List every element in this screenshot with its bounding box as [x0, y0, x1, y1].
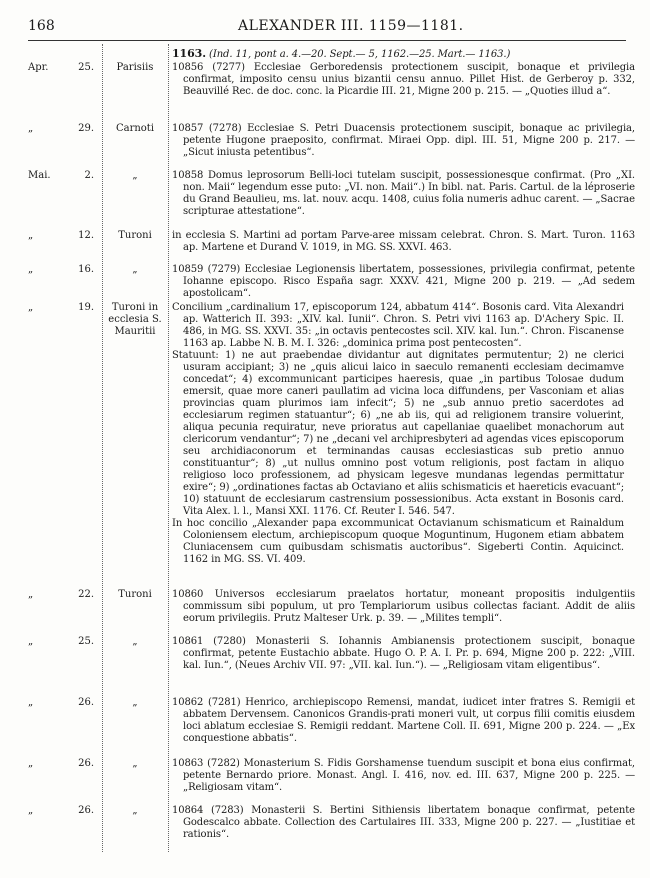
entry-day: 16.: [78, 264, 94, 275]
entry-date: [28, 697, 98, 709]
entry-place: Turoni: [118, 230, 152, 241]
entry-text: 10856 (7277) Ecclesiae Gerboredensis protectionem suscipit, bonaque et privilegia confirmat, imposito censu unius bizantii censu annuo. Pillet Hist. de Gerberoy p. 332, Beauvillé Rec. de doc. conc. la Picardie III. 21, Migne 200 p. 215. — „Quoties illud a“.: [172, 62, 635, 97]
entry-place: „: [132, 264, 138, 275]
entry-text: 10857 (7278) Ecclesiae S. Petri Duacensis protectionem suscipit, bonaque ac privilegia, petente Hugone praeposito, confirmat. Miraei Opp. dipl. III. 51, Migne 200 p. 217. — „Sicut iniusta petentibus“.: [172, 123, 635, 158]
entry-place: Parisiis: [116, 62, 154, 73]
entry-month: „: [28, 636, 34, 647]
entry-day: 26.: [78, 758, 94, 769]
column-divider-place: [168, 44, 169, 852]
council-intro: Concilium „cardinalium 17, episcoporum 124, abbatum 414“. Bosonis card. Vita Alexandri ap. Watterich II. 393: „XIV. kal. Iunii“. Chron. S. Petri vivi 1163 ap. D'Achery Spic. II. 486, in MG. SS. XXVI. 35: „in octavis pentecostes scil. XIV. kal. Iun.“. Chron. Fiscanense 1163 ap. Labbe N. B. M. I. 326: „dominica prima post pentecosten“.: [172, 302, 624, 349]
entry-month: „: [28, 230, 34, 241]
entry-day: 25.: [78, 62, 94, 73]
entry-text: 10860 Universos ecclesiarum praelatos hortatur, moneant propositis indulgentiis commissum sibi populum, ut pro Templariorum usibus collectas faciant. Addit de aliis eorum privilegiis. Prutz Malteser Urk. p. 39. — „Milites templi“.: [172, 589, 635, 624]
entry-text: 10861 (7280) Monasterii S. Iohannis Ambianensis protectionem suscipit, bonaque confirmat, petente Eustachio abbate. Hugo O. P. A. I. Pr. p. 694, Migne 200 p. 222: „VIII. kal. Iun.“, (Neues Archiv VII. 97: „VII. kal. Iun.“). — „Religiosam vitam eligentibus“.: [172, 636, 635, 671]
entry-text: 10864 (7283) Monasterii S. Bertini Sithiensis libertatem bonaque confirmat, petente Godescalco abbate. Collection des Cartulaires III. 333, Migne 200 p. 227. — „Iustitiae et rationis“.: [172, 805, 635, 840]
entry-place: „: [132, 805, 138, 816]
entry-text: 10859 (7279) Ecclesiae Legionensis libertatem, possessiones, privilegia confirmat, petente Iohanne episcopo. Risco España sagr. XXXV. 421, Migne 200 p. 219. — „Ad sedem apostolicam“.: [172, 264, 635, 299]
entry-month: „: [28, 805, 34, 816]
entry-month: Apr.: [28, 62, 49, 73]
entry-place: „: [132, 170, 138, 181]
entry-day: 19.: [78, 302, 94, 313]
entry-month: „: [28, 264, 34, 275]
entry-date: [28, 589, 98, 601]
council-excommunication: In hoc concilio „Alexander papa excommunicat Octavianum schismaticum et Rainaldum Coloniensem electum, archiepiscopum quoque Moguntinum, Hugonem etiam abbatem Cluniacensem cum quibusdam schismatis auctoribus“. Sigeberti Contin. Aquicinct. 1162 in MG. SS. VI. 409.: [172, 518, 624, 565]
entry-month: „: [28, 123, 34, 134]
year-number: 1163.: [172, 47, 206, 60]
page-number: 168: [28, 18, 55, 34]
entry-day: 22.: [78, 589, 94, 600]
entry-text: [172, 302, 624, 566]
entry-date: [28, 62, 98, 74]
entry-month: „: [28, 758, 34, 769]
entry-place: Carnoti: [115, 123, 155, 134]
entry-day: 29.: [78, 123, 94, 134]
entry-date: [28, 170, 98, 182]
entry-day: 2.: [84, 170, 94, 181]
entry-day: 12.: [78, 230, 94, 241]
entry-date: [28, 302, 98, 314]
header-rule: [28, 40, 626, 41]
entry-place: „: [132, 636, 138, 647]
entry-place: Turoni: [118, 589, 152, 600]
entry-date: [28, 636, 98, 648]
column-divider-date: [102, 44, 103, 852]
page-header: [28, 18, 622, 40]
entry-text: 10858 Domus leprosorum Belli-loci tutelam suscipit, possessionesque confirmat. (Pro „XI. non. Maii“ legendum esse puto: „VI. non. Maii“.) In bibl. nat. Paris. Cartul. de la léproserie du Grand Beaulieu, ms. lat. nouv. acqu. 1408, cuius folia numeris adhuc carent. — „Sacrae scripturae attestatione“.: [172, 170, 635, 217]
year-indiction: (Ind. 11, pont a. 4.—20. Sept.— 5, 1162.—25. Mart.— 1163.): [209, 49, 511, 60]
entry-day: 26.: [78, 697, 94, 708]
council-statutes: Statuunt: 1) ne aut praebendae dividantur aut dignitates permutentur; 2) ne clerici usuram accipiant; 3) ne „quis alicui laico in saeculo remanenti ecclesiam decimamve concedat“; 4) excommunicant participes haeresis, quae „in partibus Tolosae dudum emersit, quae more caneri paullatim ad vicina loca diffundens, per Vasconiam et alias provincias quam plurimos iam infecit“; 5) ne „sub annuo pretio sacerdotes ad ecclesiarum regimen statuantur“; 6) „ne ab iis, qui ad religionem transire voluerint, aliqua pecunia requiratur, neve prioratus aut capellaniae quaelibet monachorum aut clericorum vendantur“; 7) ne „decani vel archipresbyteri ad agendas vices episcoporum seu archidiaconorum et terminandas causas ecclesiasticas sub pretio annuo constituantur“; 8) „ut nullus omnino post votum religionis, post factam in aliquo religioso loco professionem, ad physicam legesve mundanas legendas permittatur exire“; 9) „ordinationes factas ab Octaviano et aliis schismaticis et haereticis evacuant“; 10) statuunt de ecclesiarum castrensium possessionibus. Acta exstant in Bosonis card. Vita Alex. l. l., Mansi XXI. 1176. Cf. Reuter I. 546. 547.: [172, 350, 624, 517]
entry-text: 10863 (7282) Monasterium S. Fidis Gorshamense tuendum suscipit et bona eius confirmat, petente Bernardo priore. Monast. Angl. I. 416, nov. ed. III. 637, Migne 200 p. 225. — „Religiosam vitam“.: [172, 758, 635, 793]
entry-month: „: [28, 302, 34, 313]
entry-date: [28, 123, 98, 135]
entry-date: [28, 758, 98, 770]
entry-text: 10862 (7281) Henrico, archiepiscopo Remensi, mandat, iudicet inter fratres S. Remigii et abbatem Dervensem. Canonicos Grandis-prati moneri vult, ut corpus filii comitis eiusdem loci ablatum ecclesiae S. Remigii reddant. Martene Coll. II. 691, Migne 200 p. 224. — „Ex conquestione abbatis“.: [172, 697, 635, 744]
entry-date: [28, 805, 98, 817]
entry-place: „: [132, 697, 138, 708]
entry-date: [28, 264, 98, 276]
entry-month: Mai.: [28, 170, 51, 181]
entry-place: Turoni in ecclesia S. Mauritii: [108, 302, 162, 337]
entry-month: „: [28, 589, 34, 600]
entry-text: in ecclesia S. Martini ad portam Parve-aree missam celebrat. Chron. S. Mart. Turon. 1163 ap. Martene et Durand V. 1019, in MG. SS. XXVI. 463.: [172, 230, 635, 253]
entry-day: 25.: [78, 636, 94, 647]
running-title: ALEXANDER III. 1159—1181.: [238, 18, 464, 34]
entry-month: „: [28, 697, 34, 708]
entry-date: [28, 230, 98, 242]
entry-place: „: [132, 758, 138, 769]
entry-day: 26.: [78, 805, 94, 816]
